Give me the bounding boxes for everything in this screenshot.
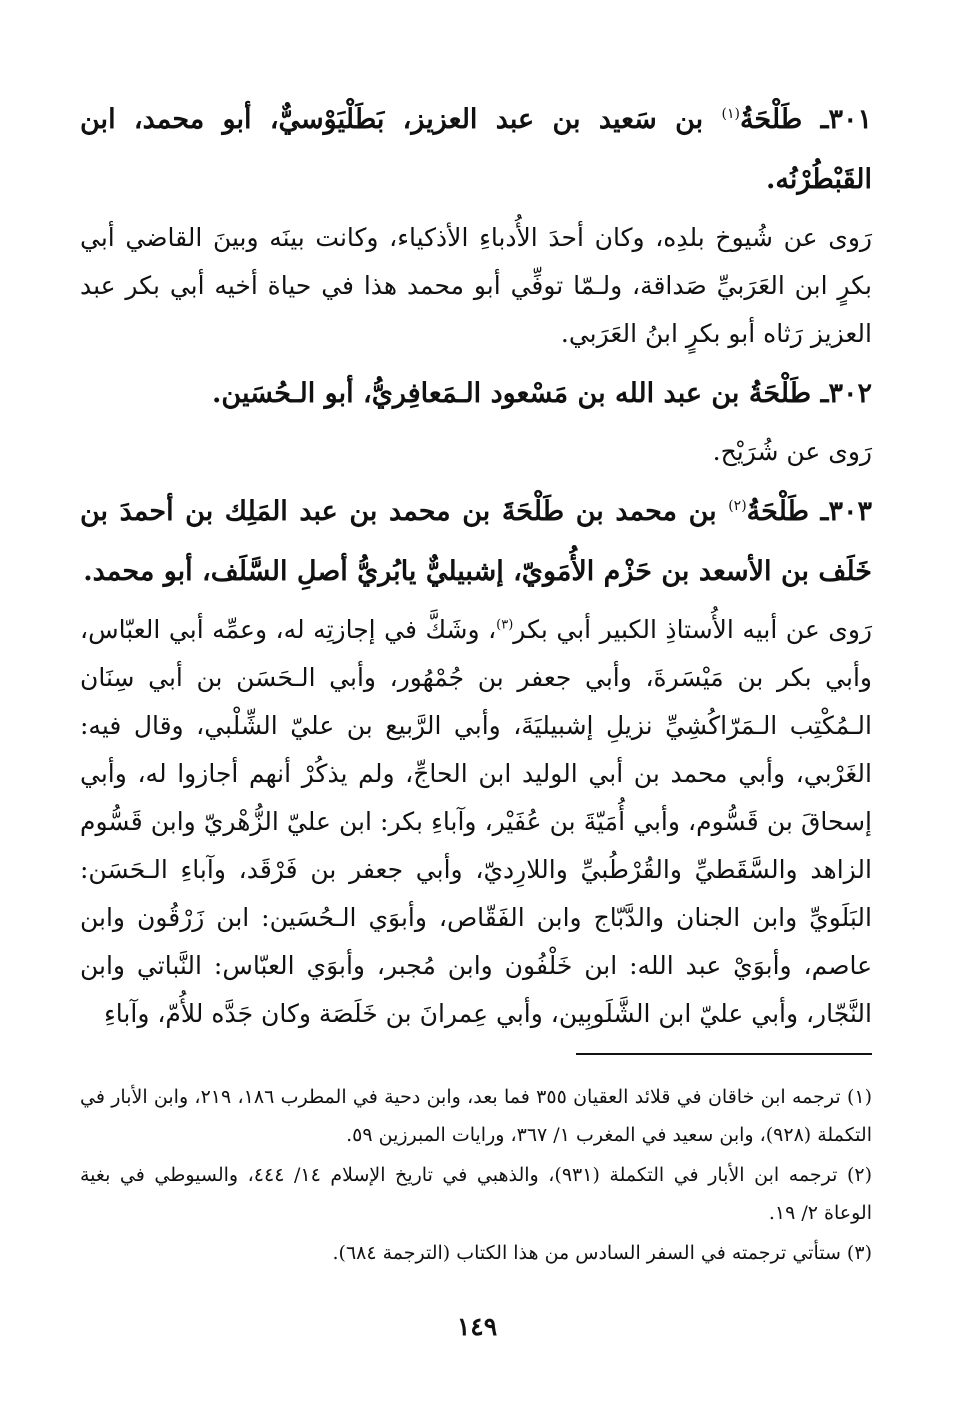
entry-303-heading-start: ٣٠٣ـ طَلْحَةُ [746, 496, 872, 527]
entry-301-heading-rest: بن سَعيد بن عبد العزيز، بَطَلْيَوْسيٌّ، أبو محمد، ابن القَبْطُرْنُه. [80, 104, 872, 195]
footnote-ref-2: (٢) [728, 498, 747, 514]
page-number: ١٤٩ [456, 1312, 498, 1341]
footnote-ref-3: (٣) [496, 617, 514, 633]
entry-301-heading-start: ٣٠١ـ طَلْحَةُ [739, 104, 872, 135]
entry-303-body-start: رَوى عن أبيه الأُستاذِ الكبير أبي بكر [513, 615, 872, 644]
entry-301-heading [80, 90, 872, 210]
entry-302-body: رَوى عن شُرَيْح. [712, 437, 872, 466]
footnote-1: (١) ترجمه ابن خاقان في قلائد العقيان ٣٥٥ فما بعد، وابن دحية في المطرب ١٨٦، ٢١٩، وابن الأبار في التكملة (٩٢٨)، وابن سعيد في المغرب ١/ ٣٦٧، ورايات المبرزين ٥٩. [80, 1086, 873, 1146]
footnotes [80, 1078, 872, 1274]
entry-303-body [80, 606, 872, 1038]
entry-303-heading [80, 482, 872, 602]
entry-303-heading-rest: بن محمد بن طَلْحَةَ بن محمد بن عبد المَلِك بن أحمدَ بن خَلَف بن الأسعد بن حَزْم الأُمَويّ، إشبيليٌّ يابُريُّ أصلِ السَّلَف، أبو محمد. [80, 496, 872, 587]
entry-301-body: رَوى عن شُيوخ بلدِه، وكان أحدَ الأُدباءِ الأذكياء، وكانت بينَه وبينَ القاضي أبي بكرٍ ابن العَرَبيِّ صَداقة، ولـمّا توفِّي أبو محمد هذا في حياة أخيه أبي بكر عبد العزيز رَثاه أبو بكرٍ ابنُ العَرَبي. [80, 223, 872, 348]
entry-303-body-rest: ، وشَكَّ في إجازتِه له، وعمِّه أبي العبّاس، وأبي بكر بن مَيْسَرةَ، وأبي جعفر بن جُمْهُور، وأبي الـحَسَن بن أبي سِنَان الـمُكْتِب الـمَرّاكُشِيِّ نزيلِ إشبيليَةَ، وأبي الرَّبيع بن عليّ الشِّلْبي، وقال فيه: الغَرْبي، وأبي محمد بن أبي الوليد ابن الحاجِّ، ولم يذكُرْ أنهم أجازوا له، وأبي إسحاقَ بن قَسُّوم، وأبي أُمَيّةَ بن عُفَيْر، وآباءِ بكر: ابن عليّ الزُّهْريّ وابن قَسُّوم الزاهد والسَّقَطيِّ والقُرْطُبيِّ واللارِديّ، وأبي جعفر بن فَرْقَد، وآباءِ الـحَسَن: البَلَويِّ وابن الجنان والدَّبّاج وابن الفَقّاص، وأبوَي الـحُسَين: ابن زَرْقُون وابن عاصم، وأبوَيْ عبد الله: ابن خَلْفُون وابن مُجبر، وأبوَي العبّاس: النَّباتي وابن النَّجّار، وأبي عليّ ابن الشَّلَوبِين، وأبي عِمرانَ بن خَلَصَة وكان جَدَّه للأُمّ، وآباءِ [80, 615, 873, 1028]
footnote-ref-1: (١) [721, 106, 740, 122]
footnote-separator [576, 1053, 872, 1055]
main-text [80, 90, 872, 1044]
footnote-3: (٣) ستأتي ترجمته في السفر السادس من هذا الكتاب (الترجمة ٦٨٤). [332, 1242, 872, 1264]
footnote-2: (٢) ترجمه ابن الأبار في التكملة (٩٣١)، والذهبي في تاريخ الإسلام ١٤/ ٤٤٤، والسيوطي في بغية الوعاة ٢/ ١٩. [80, 1164, 872, 1224]
entry-302-heading: ٣٠٢ـ طَلْحَةُ بن عبد الله بن مَسْعود الـمَعافِريُّ، أبو الـحُسَين. [212, 378, 872, 409]
